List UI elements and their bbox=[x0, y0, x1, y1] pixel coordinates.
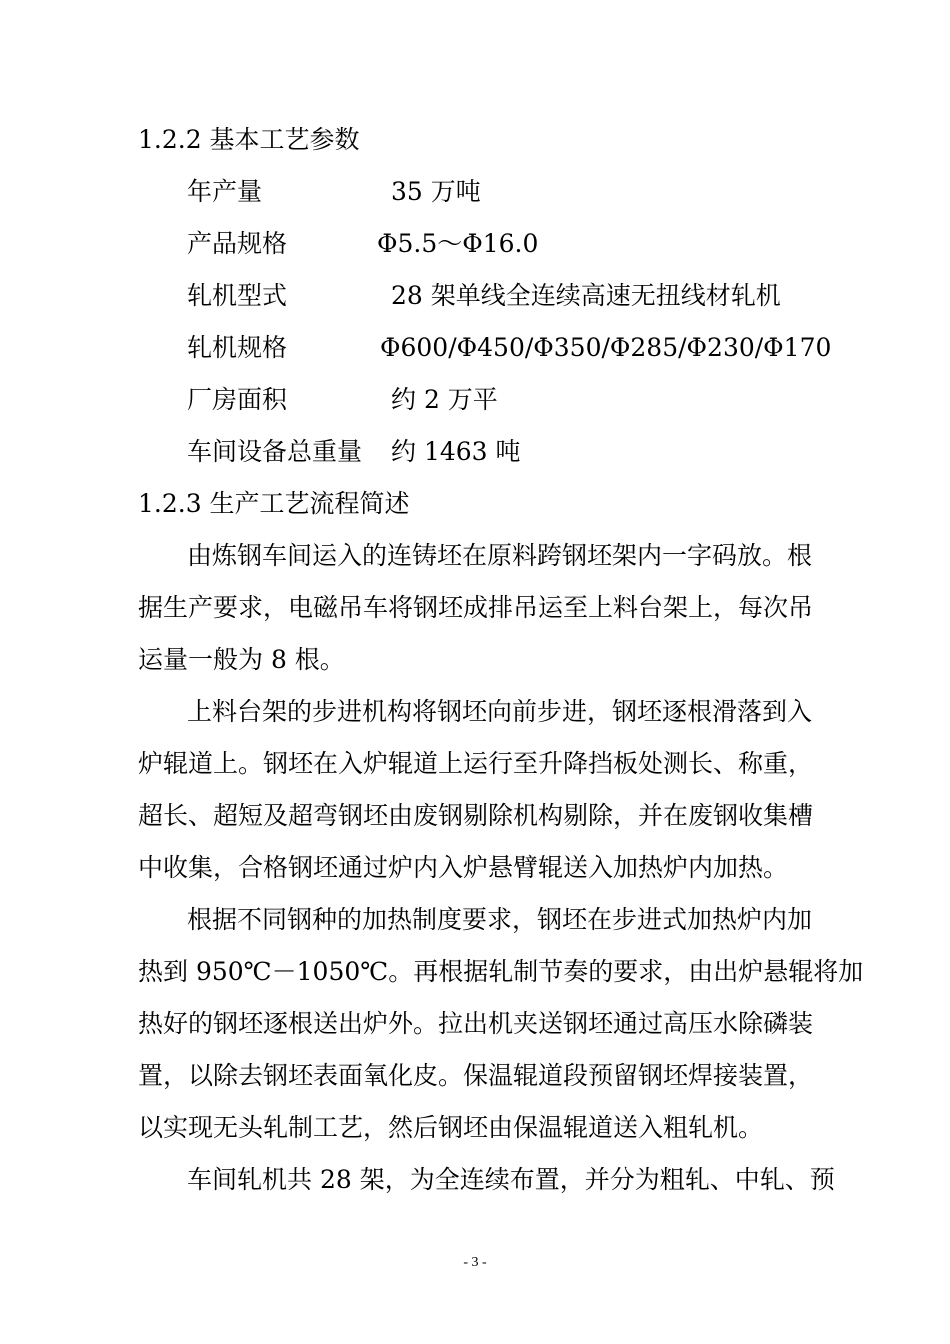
param-label-product-spec: 产品规格 bbox=[187, 229, 288, 258]
section-122-title: 1.2.2 基本工艺参数 bbox=[138, 125, 360, 154]
paragraph-line: 以实现无头轧制工艺，然后钢坯由保温辊道送入粗轧机。 bbox=[138, 1113, 764, 1142]
param-label-plant-area: 厂房面积 bbox=[187, 385, 288, 414]
paragraph-line: 超长、超短及超弯钢坯由废钢剔除机构剔除，并在废钢收集槽 bbox=[138, 801, 814, 830]
paragraph-line: 置，以除去钢坯表面氧化皮。保温辊道段预留钢坯焊接装置， bbox=[138, 1061, 814, 1090]
paragraph-line: 炉辊道上。钢坯在入炉辊道上运行至升降挡板处测长、称重， bbox=[138, 749, 814, 778]
paragraph-line: 车间轧机共 28 架，为全连续布置，并分为粗轧、中轧、预 bbox=[187, 1165, 835, 1194]
param-label-mill-type: 轧机型式 bbox=[187, 281, 288, 310]
paragraph-line: 热好的钢坯逐根送出炉外。拉出机夹送钢坯通过高压水除磷装 bbox=[138, 1009, 814, 1038]
param-value-mill-type: 28 架单线全连续高速无扭线材轧机 bbox=[391, 281, 781, 310]
section-123-title: 1.2.3 生产工艺流程简述 bbox=[138, 489, 410, 518]
param-label-mill-spec: 轧机规格 bbox=[187, 333, 288, 362]
paragraph-line: 中收集，合格钢坯通过炉内入炉悬臂辊送入加热炉内加热。 bbox=[138, 853, 789, 882]
paragraph-line: 上料台架的步进机构将钢坯向前步进，钢坯逐根滑落到入 bbox=[187, 697, 813, 726]
paragraph-line: 根据不同钢种的加热制度要求，钢坯在步进式加热炉内加 bbox=[187, 905, 813, 934]
param-value-product-spec: Φ5.5～Φ16.0 bbox=[377, 229, 539, 258]
param-label-annual-output: 年产量 bbox=[187, 177, 263, 206]
param-value-plant-area: 约 2 万平 bbox=[391, 385, 498, 414]
paragraph-line: 运量一般为 8 根。 bbox=[138, 645, 345, 674]
param-value-annual-output: 35 万吨 bbox=[391, 177, 481, 206]
paragraph-line: 热到 950℃－1050℃。再根据轧制节奏的要求，由出炉悬辊将加 bbox=[138, 957, 864, 986]
param-value-mill-spec: Φ600/Φ450/Φ350/Φ285/Φ230/Φ170 bbox=[380, 333, 832, 362]
param-label-equipment-weight: 车间设备总重量 bbox=[187, 437, 363, 466]
paragraph-line: 据生产要求，电磁吊车将钢坯成排吊运至上料台架上，每次吊 bbox=[138, 593, 814, 622]
param-value-equipment-weight: 约 1463 吨 bbox=[391, 437, 521, 466]
paragraph-line: 由炼钢车间运入的连铸坯在原料跨钢坯架内一字码放。根 bbox=[187, 541, 813, 570]
page-number: - 3 - bbox=[463, 1255, 487, 1270]
